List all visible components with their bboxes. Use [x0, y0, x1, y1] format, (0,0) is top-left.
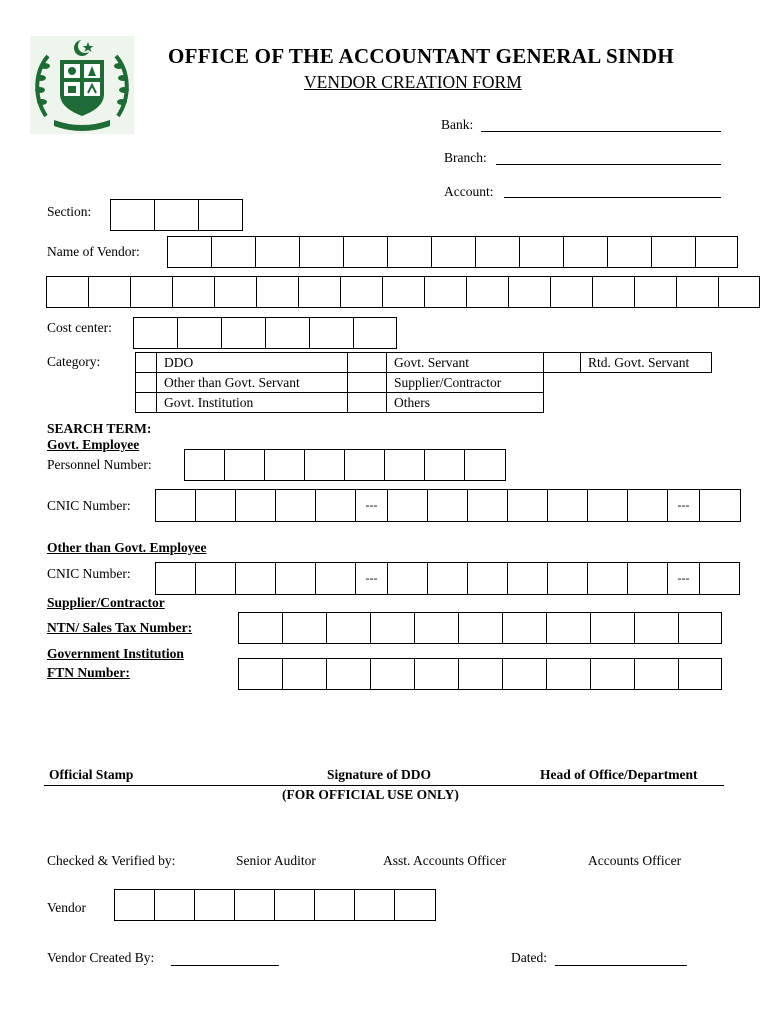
dated-field[interactable]: [555, 965, 687, 966]
form-subtitle: VENDOR CREATION FORM: [304, 72, 522, 92]
category-checkbox-govt-servant[interactable]: [348, 353, 387, 373]
official-use-heading: (FOR OFFICIAL USE ONLY): [282, 787, 459, 802]
category-ddo: DDO: [157, 353, 348, 373]
senior-auditor-label: Senior Auditor: [236, 853, 316, 868]
ntn-label: NTN/ Sales Tax Number:: [47, 620, 193, 635]
branch-label: Branch:: [444, 150, 487, 165]
cnic-separator-2: ---: [668, 489, 700, 522]
cost-center-label: Cost center:: [47, 320, 112, 335]
category-checkbox-other-than-govt[interactable]: [136, 373, 157, 393]
personnel-number-boxes[interactable]: [184, 449, 506, 481]
category-checkbox-ddo[interactable]: [136, 353, 157, 373]
supplier-heading: Supplier/Contractor: [47, 595, 165, 610]
other-cnic-separator-2: ---: [668, 562, 700, 595]
personnel-number-label: Personnel Number:: [47, 457, 152, 472]
other-cnic-label: CNIC Number:: [47, 566, 131, 581]
cnic-number-label: CNIC Number:: [47, 498, 131, 513]
ddo-signature-label: Signature of DDO: [327, 767, 432, 782]
ftn-boxes[interactable]: [238, 658, 722, 690]
vendor-label: Vendor: [47, 900, 86, 915]
cnic-number-boxes[interactable]: [155, 489, 741, 522]
asst-accounts-officer-label: Asst. Accounts Officer: [383, 853, 507, 868]
vendor-created-by-field[interactable]: [171, 965, 279, 966]
head-of-office-label: Head of Office/Department: [540, 767, 698, 782]
section-boxes[interactable]: [110, 199, 243, 231]
official-stamp-label: Official Stamp: [49, 767, 134, 782]
other-cnic-boxes[interactable]: [155, 562, 740, 595]
other-cnic-separator: ---: [356, 562, 388, 595]
state-emblem: [30, 36, 134, 134]
category-label: Category:: [47, 354, 101, 369]
accounts-officer-label: Accounts Officer: [588, 853, 682, 868]
category-rtd-govt-servant: Rtd. Govt. Servant: [581, 353, 712, 373]
category-govt-institution: Govt. Institution: [157, 393, 348, 413]
branch-field[interactable]: [496, 164, 721, 165]
dated-label: Dated:: [511, 950, 547, 965]
category-checkbox-govt-institution[interactable]: [136, 393, 157, 413]
checked-verified-label: Checked & Verified by:: [47, 853, 176, 868]
cost-center-boxes[interactable]: [133, 317, 397, 349]
category-supplier: Supplier/Contractor: [387, 373, 544, 393]
vendor-name-boxes-row2[interactable]: [46, 276, 760, 308]
page-title: OFFICE OF THE ACCOUNTANT GENERAL SINDH: [168, 44, 674, 68]
search-term-heading: SEARCH TERM:: [47, 421, 152, 436]
section-label: Section:: [47, 204, 92, 219]
category-checkbox-supplier[interactable]: [348, 373, 387, 393]
govt-employee-heading: Govt. Employee: [47, 437, 140, 452]
vendor-name-boxes-row1[interactable]: [167, 236, 738, 268]
official-use-divider: [44, 785, 724, 786]
bank-field[interactable]: [481, 131, 721, 132]
account-label: Account:: [444, 184, 494, 199]
category-checkbox-others[interactable]: [348, 393, 387, 413]
category-other-than-govt: Other than Govt. Servant: [157, 373, 348, 393]
bank-label: Bank:: [441, 117, 474, 132]
cnic-separator: ---: [356, 489, 388, 522]
ftn-label: FTN Number:: [47, 665, 130, 680]
govt-institution-heading: Government Institution: [47, 646, 184, 661]
category-table: [135, 352, 712, 413]
vendor-name-label: Name of Vendor:: [47, 244, 140, 259]
category-checkbox-rtd-govt-servant[interactable]: [544, 353, 581, 373]
category-others: Others: [387, 393, 544, 413]
vendor-created-by-label: Vendor Created By:: [47, 950, 155, 965]
account-field[interactable]: [504, 197, 721, 198]
vendor-code-boxes[interactable]: [114, 889, 436, 921]
category-govt-servant: Govt. Servant: [387, 353, 544, 373]
ntn-boxes[interactable]: [238, 612, 722, 644]
emblem-icon: [30, 36, 134, 134]
other-than-govt-heading: Other than Govt. Employee: [47, 540, 207, 555]
